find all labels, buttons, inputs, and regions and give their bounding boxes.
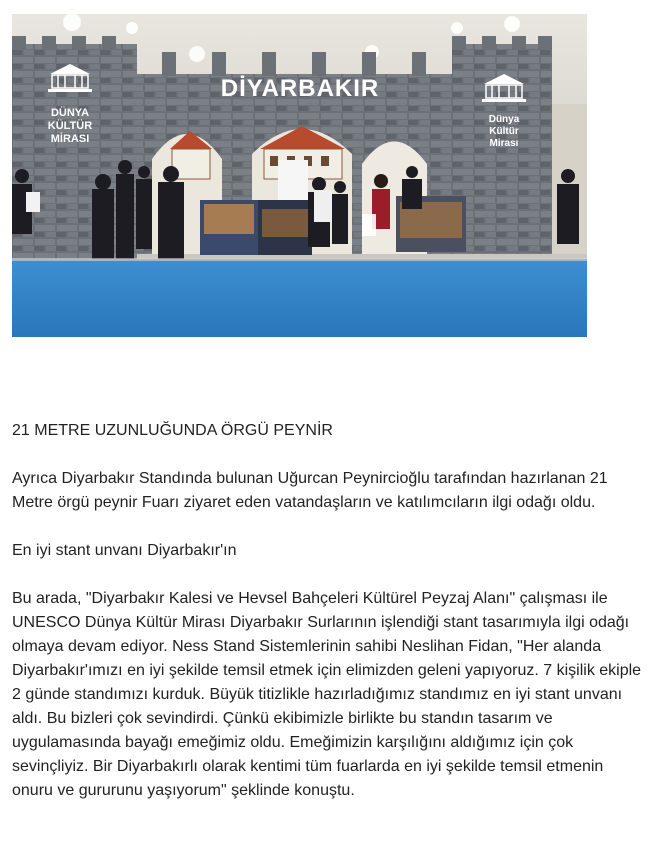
article-photo [12, 14, 587, 337]
paragraph-best-stand: Bu arada, "Diyarbakır Kalesi ve Hevsel Bahçeleri Kültürel Peyzaj Alanı" çalışması ile UNESCO Dünya Kültür Mirası Diyarbakır Surlarının işlendiği stant tasarımıyla ilgi odağı olmaya devam ediyor. Ness Stand Sistemlerinin sahibi Neslihan Fidan, "Her alanda Diyarbakır'ımızı en iyi şekilde temsil etmek için elimizden geleni yapıyoruz. 7 kişilik ekiple 2 günde standımızı kurduk. Büyük titizlikle hazırladığımız standımız en iyi stant unvanı aldı. Bu bizleri çok sevindirdi. Çünkü ekibimizle birlikte bu standın tasarım ve uygulamasında bayağı emeğimiz oldu. Emeğimizin karşılığını aldığımız için çok sevinçliyiz. Bir Diyarbakırlı olarak kentimi tüm fuarlarda en iyi şekilde temsil etmenin onuru ve gururunu yaşıyorum" şeklinde konuştu. [12, 590, 642, 799]
right-banner-line-1: Dünya [488, 114, 520, 125]
section-heading-best-stand: En iyi stant unvanı Diyarbakır'ın [12, 542, 237, 559]
stand-sign: DİYARBAKIR [220, 75, 380, 102]
right-banner-line-2: Kültür [489, 126, 519, 137]
article-body [12, 419, 642, 803]
left-banner-line-2: KÜLTÜR [47, 120, 93, 132]
fair-stand-photo [12, 14, 587, 337]
right-banner-line-3: Mirası [489, 138, 519, 149]
left-banner-line-3: MİRASI [50, 133, 90, 145]
paragraph-cheese: Ayrıca Diyarbakır Standında bulunan Uğurcan Peynircioğlu tarafından hazırlanan 21 Metre örgü peynir Fuarı ziyaret eden vatandaşların ve katılımcıların ilgi odağı oldu. [12, 470, 608, 511]
section-heading-cheese: 21 METRE UZUNLUĞUNDA ÖRGÜ PEYNİR [12, 422, 333, 439]
left-banner-line-1: DÜNYA [50, 107, 90, 119]
